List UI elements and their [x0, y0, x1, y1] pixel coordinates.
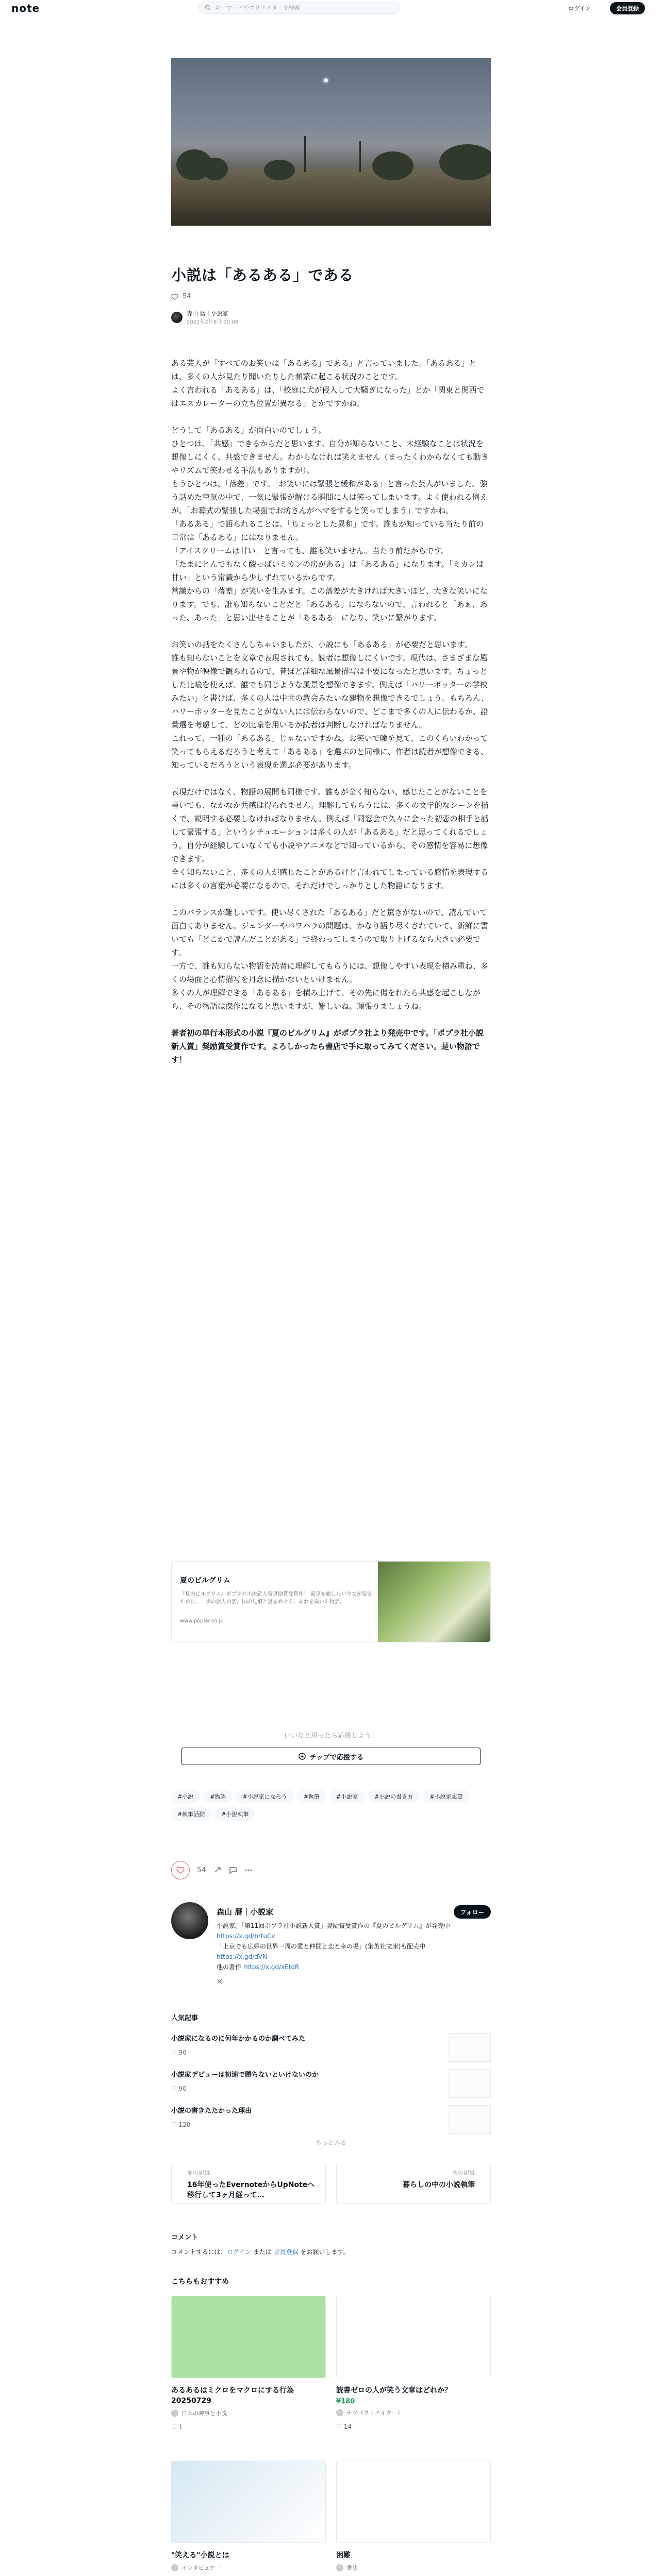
search-placeholder: キーワードやクリエイターで検索: [215, 5, 300, 11]
more-icon[interactable]: [244, 1866, 253, 1874]
comment-prompt: [171, 2247, 350, 2256]
card-author-name: 書法: [346, 2565, 358, 2571]
popular-like-count: 90: [178, 2085, 187, 2092]
card-author: [336, 2409, 491, 2417]
signup-button[interactable]: 会員登録: [610, 2, 645, 14]
heart-icon: [176, 1866, 185, 1874]
paragraph: 常識からの「落差」が笑いを生みます。この落差が大きければ大きいほど、大きな笑いになります。でも、誰も知らないことだと「あるある」にならないので、言われると「あぁ、あった、あった」と思い出せることが「あるある」になり、笑いに繋がります。: [171, 586, 488, 622]
next-label: 次の記事: [452, 2170, 475, 2176]
tag[interactable]: #物語: [204, 1790, 232, 1803]
card-price: ¥180: [336, 2398, 355, 2405]
card-author-name: インタビュアー: [181, 2565, 221, 2571]
prev-label: 前の記事: [187, 2170, 210, 2176]
popular-item[interactable]: [171, 2069, 491, 2102]
comment-login-link[interactable]: ログイン: [226, 2248, 252, 2256]
book-title: 夏のビルグリム: [180, 1577, 230, 1585]
profile-name[interactable]: 森山 暦｜小説家: [217, 1907, 274, 1917]
tree: [264, 160, 295, 180]
paragraph: 「アイスクリームは甘い」と言っても、誰も笑いません。当たり前だからです。: [171, 546, 449, 555]
tag[interactable]: #小説執筆: [215, 1807, 255, 1821]
more-link[interactable]: もっとみる: [315, 2139, 346, 2146]
bio-text: 他の著作: [217, 1963, 242, 1971]
tip-icon: [299, 1753, 306, 1760]
popular-likes: ♡ 90: [171, 2085, 187, 2092]
paragraph: 誰も知らないことを文章で表現されても、読者は想像しにくいです。現代は、さまざまな風景や物が映像で観られるので、昔ほど詳細な風景描写は不要になったと思います。ちょっとした比喩を使えば、誰でも同じような風景を想像できます。例えば「ハリーポッターの学校みたい」と書けば、多くの人は中世の教会みたいな建物を想像できるでしょう。もちろん、ハリーポッターを見たことがない人には伝わらないので、どこまで多くの人に伝わるか、語彙選を考慮して、どの比喩を用いるか読者は判断しなければなりません。: [171, 653, 489, 730]
lamp-pole: [304, 136, 306, 172]
tip-button[interactable]: [181, 1748, 481, 1765]
tag[interactable]: #小説家になろう: [236, 1790, 293, 1803]
avatar: [336, 2409, 343, 2416]
bio-text: 「上京でも広県の世界一周の愛と仲間と恋と幸の場」(集英社文庫)も配売中: [217, 1943, 426, 1950]
card-title: 読書ゼロの人が笑う文章はどれか？: [336, 2386, 452, 2395]
card-author: [171, 2409, 326, 2417]
card-title: "笑える"小説とは: [171, 2551, 229, 2560]
next-title: 暮らしの中の小説執筆: [403, 2181, 475, 2189]
prev-article[interactable]: [171, 2163, 326, 2204]
card-title: 困難: [336, 2551, 351, 2560]
popular-likes: ♡ 90: [171, 2049, 187, 2056]
article-body: [171, 357, 491, 1080]
card-likes: ♡ 14: [336, 2423, 352, 2430]
comment-text: コメントするには、: [171, 2248, 227, 2256]
card-author: [171, 2564, 326, 2572]
paragraph: もうひとつは、「落差」です。「お笑いには緊張と緩和がある」と言った芸人がいました。強う話めた空気の中で、一気に緊張が解ける瞬間に人は笑ってしまいます。よく使われる例えが、「お葬式の緊張した場面でお坊さんがヘマをすると笑ってしまう」ですかね。: [171, 479, 488, 515]
popular-likes: ♡ 120: [171, 2121, 191, 2128]
comment-heading: コメント: [171, 2234, 198, 2242]
card-thumbnail: [336, 2461, 491, 2543]
card-thumbnail: [171, 2461, 326, 2543]
follow-button[interactable]: フォロー: [454, 1905, 491, 1919]
popular-title: 小説家デビューは初速で勝ちないといけないのか: [171, 2071, 319, 2079]
card-likes: ♡ 1: [171, 2424, 183, 2431]
paragraph: よく言われる「あるある」は、「校庭に犬が侵入して大騒ぎになった」とか「関東と関西ではエスカレーターの立ち位置が異なる」とかですかね。: [171, 385, 485, 408]
avatar: [336, 2564, 343, 2571]
search-icon: [205, 5, 211, 11]
note-logo[interactable]: note: [11, 2, 40, 14]
author-profile: [171, 1902, 491, 1985]
recommend-card[interactable]: [336, 2296, 491, 2430]
tag[interactable]: #小説の書き方: [368, 1790, 419, 1803]
publish-date: 2022年2月8日 00:00: [187, 319, 239, 325]
lamp-pole: [359, 141, 361, 172]
hero-image: [171, 58, 491, 226]
avatar[interactable]: [171, 312, 183, 323]
card-title: あるあるはミクロをマクロにする行為 20250729: [171, 2386, 294, 2405]
card-author-name: ナツ（クリエイター）: [346, 2410, 403, 2416]
paragraph: ある芸人が「すべてのお笑いは「あるある」である」と言っていました。「あるある」とは、多くの人が見たり聞いたりした頻繁に起こる状況のことです。: [171, 359, 477, 381]
recommend-card[interactable]: [171, 2296, 326, 2431]
author-avatar[interactable]: [171, 1902, 208, 1939]
bio-link[interactable]: https://x.gd/xEtdR: [243, 1963, 300, 1971]
profile-bio: [217, 1921, 454, 1972]
card-author-name: 日本の時事と小説: [181, 2410, 227, 2417]
next-article[interactable]: [336, 2163, 491, 2204]
popular-title: 小説の書きたたかった理由: [171, 2107, 252, 2115]
paragraph: これって、一種の「あるある」じゃないですかね。お笑いで喩を見て、このくらいわかって笑ってもらえるだろうと考えて「あるある」を選ぶのと同様に、作者は読者が想像できる、知っているだろうという表現を選ぶ必要があります。: [171, 734, 489, 770]
paragraph: ひとつは、「共感」できるからだと思います。自分が知らないこと、未経験なことは状況を想像しにくく、共感できません。わからなければ笑えません（まったくわからなくても動きやリズムで笑わせる手法もありますが）。: [171, 439, 489, 475]
card-like-count: 1: [178, 2424, 183, 2431]
comment-signup-link[interactable]: 会員登録: [273, 2248, 299, 2256]
article-title: 小説は「あるある」である: [171, 266, 354, 284]
card-author: [336, 2564, 491, 2572]
book-link-card[interactable]: [171, 1561, 491, 1642]
x-icon[interactable]: [217, 1978, 223, 1985]
tag[interactable]: #小説家志望: [423, 1790, 469, 1803]
like-count: 54: [197, 1866, 206, 1874]
avatar: [171, 2564, 178, 2571]
avatar: [171, 2410, 178, 2417]
bio-link[interactable]: https://x.gd/dVN: [217, 1953, 268, 1960]
top-header: [0, 0, 662, 16]
moon: [324, 78, 328, 82]
card-thumbnail: [171, 2296, 326, 2378]
book-cover-image: [378, 1562, 490, 1642]
social-links[interactable]: [217, 1978, 223, 1986]
recommend-card[interactable]: [171, 2461, 326, 2576]
popular-title: 小説家になるのに何年かかるのか調べてみた: [171, 2035, 306, 2043]
paragraph: お笑いの話をたくさんしちゃいましたが、小説にも「あるある」が必要だと思います。: [171, 640, 472, 649]
popular-item[interactable]: [171, 2033, 491, 2066]
recommend-heading: こちらもおすすめ: [171, 2278, 229, 2286]
paragraph: 「たまにとんでもなく酸っぱいミカンの房がある」は「あるある」になります。「ミカンは甘い」という常識から少しずれているからです。: [171, 560, 484, 582]
tag[interactable]: #小説家: [330, 1790, 364, 1803]
prev-title: 16年使ったEvernoteからUpNoteへ移行して3ヶ月経って…: [187, 2181, 315, 2199]
author-name[interactable]: 森山 暦｜小説家: [187, 310, 228, 317]
popular-item[interactable]: [171, 2105, 491, 2138]
author-row[interactable]: [171, 309, 238, 325]
tree: [202, 158, 228, 180]
popular-thumbnail: [449, 2105, 491, 2134]
paragraph: 表現だけではなく、物語の展開も同様です。誰もが全く知らない、感じたことがないことを書いても、なかなか共感は得られません。理解してもらうには、多くの文学的なシーンを描くで、説明する必要しなければなりません。例えば「同窓会で久々に会った初恋の相手と話して緊張する」というシチュエーションは多くの人が「あるある」だと思ってくれるでしょう。自分が経験していなくても小説やアニメなどで知っているから、その感情を容易に想像できます。: [171, 787, 489, 863]
comment-text: または: [251, 2248, 274, 2256]
popular-thumbnail: [449, 2033, 491, 2062]
card-thumbnail: [336, 2296, 491, 2378]
paragraph: 「あるある」で語られることは、「ちょっとした異和」です。誰もが知っている当たり前の日常は「あるある」にはなりません。: [171, 519, 484, 542]
tree: [439, 144, 491, 180]
recommend-card[interactable]: [336, 2461, 491, 2576]
share-icon[interactable]: [213, 1866, 222, 1874]
comment-icon[interactable]: [229, 1866, 237, 1874]
like-button[interactable]: [171, 1861, 190, 1879]
card-like-count: 14: [343, 2423, 352, 2430]
heart-icon: [171, 293, 178, 300]
paragraph: どうして「あるある」が面白いのでしょう。: [171, 426, 326, 435]
popular-like-count: 120: [178, 2121, 191, 2128]
paragraph: 全く知らないこと、多くの人が感じたことがあるけど言われてしまっている感情を表現するには多くの言葉が必要になるので、それだけでしっかりとした物語になります。: [171, 868, 489, 890]
bio-link[interactable]: https://x.gd/brtuCv: [217, 1933, 275, 1940]
tag[interactable]: #小説: [171, 1790, 200, 1803]
article-likes[interactable]: [171, 293, 191, 300]
popular-like-count: 90: [178, 2049, 187, 2056]
comment-text: をお願いします。: [298, 2248, 350, 2256]
paragraph: 一方で、誰も知らない物語を読者に理解してもらうには、想像しやすい表現を積み重ね、多くの場面と心情描写を丹念に描かないといけません。: [171, 961, 488, 984]
tag-list: [171, 1790, 491, 1821]
book-url: www.poplar.co.jp: [180, 1618, 224, 1624]
tip-button-label: チップで応援する: [309, 1753, 363, 1761]
action-bar: [171, 1861, 253, 1879]
support-prompt: いいなと思ったら応援しよう！: [284, 1732, 378, 1740]
login-button[interactable]: ログイン: [568, 5, 591, 12]
like-count: 54: [183, 293, 191, 300]
paragraph: このバランスが難しいです。使い尽くされた「あるある」だと驚きがないので、読んでいて面白くありません。ジェンダーやパワハラの問題は、かなり語り尽くされていて、新鮮に書いても「どこかで読んだことがある」で終わってしまうので取り上げるなら大きい必要です。: [171, 908, 488, 957]
paragraph: 多くの人が理解できる「あるある」を積み上げて、その先に傷をれたら共感を起こしながら、その物語は傑作になると思いますが、難しいね。頑張りましょうね。: [171, 988, 481, 1011]
book-description: 『夏のビルグリム』ポプラ社小説新人賞奨励賞受賞作！ 東京を旅したい少女が宿るために、一歩の旅人の姿。国の見解と夏をめぐる、あわを描いた物語。: [180, 1591, 372, 1605]
tree: [372, 151, 413, 180]
popular-heading: 人気記事: [171, 2014, 198, 2022]
popular-thumbnail: [449, 2069, 491, 2098]
bio-text: 小説家。「第11回ポプラ社小説新人賞」奨励賞受賞作の『夏のビルグリム』が発売中: [217, 1922, 451, 1929]
search-input[interactable]: [199, 2, 400, 14]
book-announcement: 著者初の単行本形式の小説『夏のビルグリム』がポプラ社より発売中です。「ポプラ社小説新人賞」奨励賞受賞作です。よろしかったら書店で手に取ってみてください。是い物語です！: [171, 1028, 484, 1064]
tag[interactable]: #執筆: [297, 1790, 326, 1803]
tag[interactable]: #執筆活動: [171, 1807, 211, 1821]
